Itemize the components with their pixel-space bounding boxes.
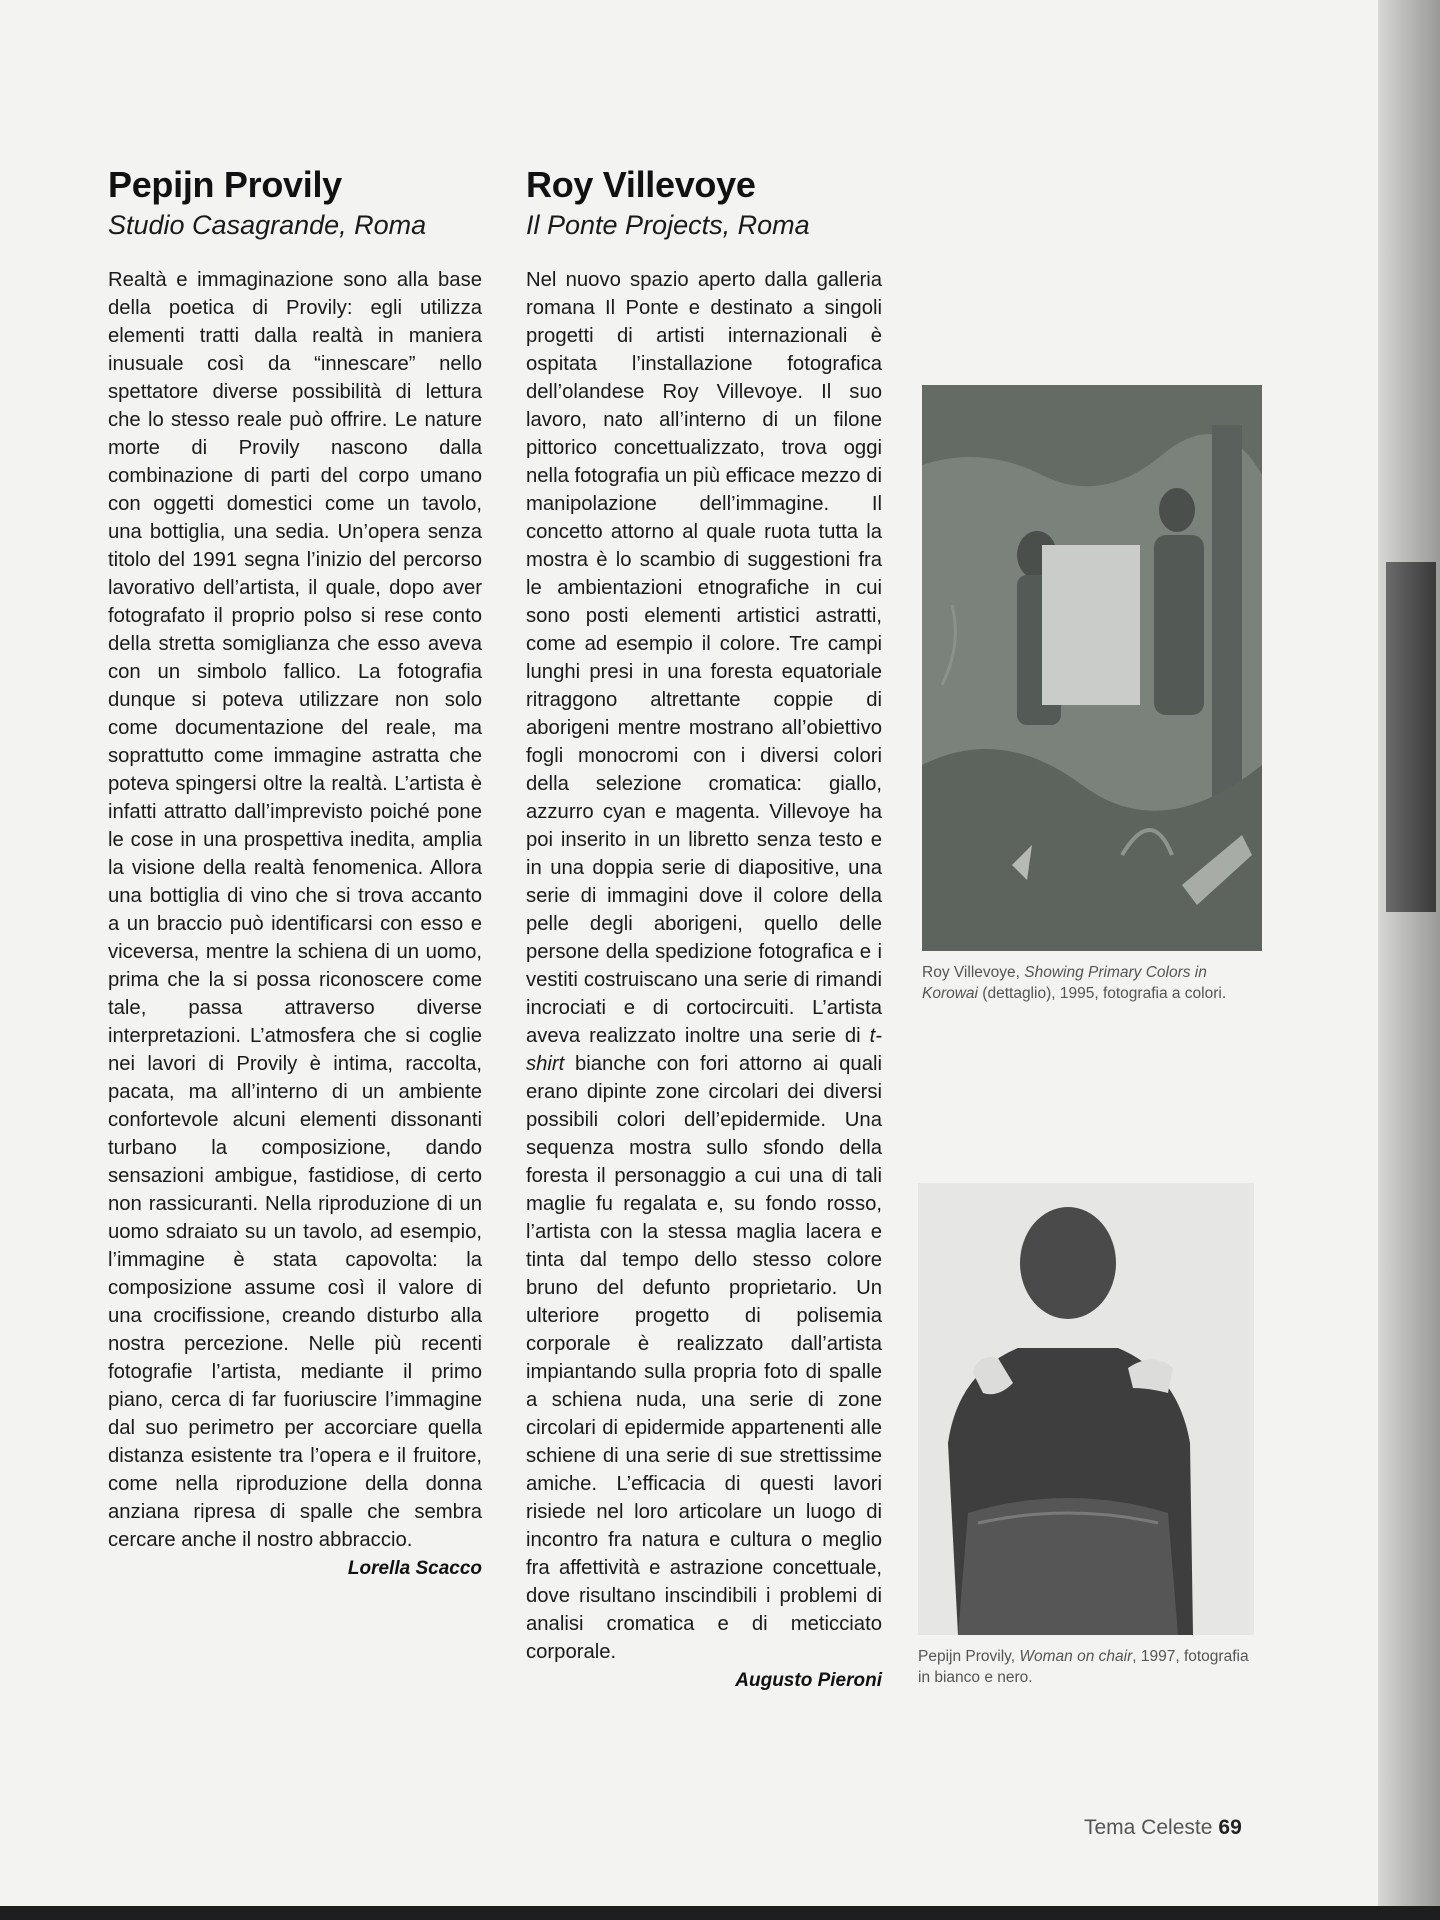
- magazine-name: Tema Celeste: [1084, 1816, 1213, 1839]
- caption-artist: Pepijn Provily,: [918, 1648, 1020, 1665]
- article-author: Augusto Pieroni: [735, 1670, 882, 1691]
- article-villevoye: [526, 162, 882, 1692]
- photo-showing-primary-colors: [922, 385, 1262, 951]
- photo-woman-on-chair: [918, 1183, 1254, 1635]
- article-author: Lorella Scacco: [347, 1558, 482, 1579]
- photo-caption: [922, 962, 1262, 1004]
- page-gutter-shadow: [1378, 0, 1440, 1920]
- caption-details: , 1997, fotografia in bianco e nero.: [918, 1648, 1249, 1686]
- woman-photo-graphic: [918, 1183, 1254, 1635]
- caption-details: (dettaglio), 1995, fotografia a colori.: [978, 985, 1227, 1002]
- article-body: [526, 266, 882, 1666]
- article-body: Realtà e immaginazione sono alla base della poetica di Provily: egli utilizza elementi tratti dalla realtà in maniera inusuale così da “innescare” nello spettatore diverse possibilità di lettura che lo stesso reale può offrire. Le nature morte di Provily nascono dalla combinazione di parti del corpo umano con oggetti domestici come un tavolo, una bottiglia, una sedia. Un’opera senza titolo del 1991 segna l’inizio del percorso lavorativo dell’artista, il quale, dopo aver fotografato il proprio polso si rese conto della stretta somiglianza che esso aveva con un simbolo fallico. La fotografia dunque si poteva utilizzare non solo come documentazione del reale, ma soprattutto come immagine astratta che poteva spingersi oltre la realtà. L’artista è infatti attratto dall’imprevisto poiché pone le cose in una prospettiva inedita, amplia la visione della realtà fenomenica. Allora una bottiglia di vino che si trova accanto a un braccio può identificarsi con esso e viceversa, mentre la schiena di un uomo, prima che la si possa riconoscere come tale, passa attraverso diverse interpretazioni. L’atmosfera che si coglie nei lavori di Provily è intima, raccolta, pacata, ma all’interno di un ambiente confortevole alcuni elementi dissonanti turbano la composizione, dando sensazioni ambigue, fastidiose, di certo non rassicuranti. Nella riproduzione di un uomo sdraiato su un tavolo, ad esempio, l’immagine è stata capovolta: la composizione assume così il valore di una crocifissione, creando disturbo alla nostra percezione. Nelle più recenti fotografie l’artista, mediante il primo piano, cerca di far fuoriuscire l’immagine dal suo perimetro per accorciare quella distanza esistente tra l’opera e il fruitore, come nella riproduzione della donna anziana ripresa di spalle che sembra cercare anche il nostro abbraccio.: [108, 269, 482, 1551]
- body-part: bianche con fori attorno ai quali erano dipinte zone circolari dei diversi possibili colori dell’epidermide. Una sequenza mostra sullo sfondo della foresta il personaggio a cui una di tali maglie fu regalata e, su fondo rosso, l’artista con la stessa maglia lacera e tinta dal tempo dello stesso colore bruno del defunto proprietario. Un ulteriore progetto di polisemia corporale è realizzato dall’artista impiantando sulla propria foto di spalle a schiena nuda, una serie di zone circolari di epidermide appartenenti alle schiene di una serie di sue strettissime amiche. L’efficacia di questi lavori risiede nel loro articolare un luogo di incontro fra natura e cultura o meglio fra affettività e astrazione concettuale, dove risultano inscindibili i problemi di analisi cromatica e di meticciato corporale.: [526, 1053, 882, 1663]
- article-venue: Studio Casagrande, Roma: [108, 210, 427, 240]
- article-title: Roy Villevoye: [526, 164, 756, 205]
- body-emphasis: t-shirt: [526, 1025, 882, 1075]
- body-part: Nel nuovo spazio aperto dalla galleria romana Il Ponte e destinato a singoli progetti di artisti internazionali è ospitata l’installazione fotografica dell’olandese Roy Villevoye. Il suo lavoro, nato all’interno di un filone pittorico concettualizzato, trova oggi nella fotografia un più efficace mezzo di manipolazione dell’immagine. Il concetto attorno al quale ruota tutta la mostra è lo scambio di suggestioni fra le ambientazioni etnografiche in cui sono posti elementi artistici astratti, come ad esempio il colore. Tre campi lunghi presi in una foresta equatoriale ritraggono altrettante coppie di aborigeni mentre mostrano all’obiettivo fogli monocromi con i diversi colori della selezione cromatica: giallo, azzurro cyan e magenta. Villevoye ha poi inserito in un libretto senza testo e in una doppia serie di diapositive, una serie di immagini dove il colore della pelle degli aborigeni, quello delle persone della spedizione fotografica e i vestiti costruiscano una serie di rimandi incrociati e di cortocircuiti. L’artista aveva realizzato inoltre una serie di: [526, 269, 882, 1047]
- page-bottom-edge: [0, 1906, 1440, 1920]
- caption-work-title: Showing Primary Colors in Korowai: [922, 964, 1207, 1002]
- page-edge-tab: [1386, 562, 1436, 912]
- caption-work-title: Woman on chair: [1019, 1648, 1133, 1665]
- forest-photo-graphic: [922, 385, 1262, 951]
- article-venue: Il Ponte Projects, Roma: [526, 210, 810, 240]
- page-number: 69: [1218, 1816, 1242, 1839]
- article-title: Pepijn Provily: [108, 164, 342, 205]
- article-provily: [108, 162, 482, 1580]
- caption-artist: Roy Villevoye,: [922, 964, 1025, 981]
- photo-caption: [918, 1646, 1258, 1688]
- page-footer: [1084, 1816, 1242, 1840]
